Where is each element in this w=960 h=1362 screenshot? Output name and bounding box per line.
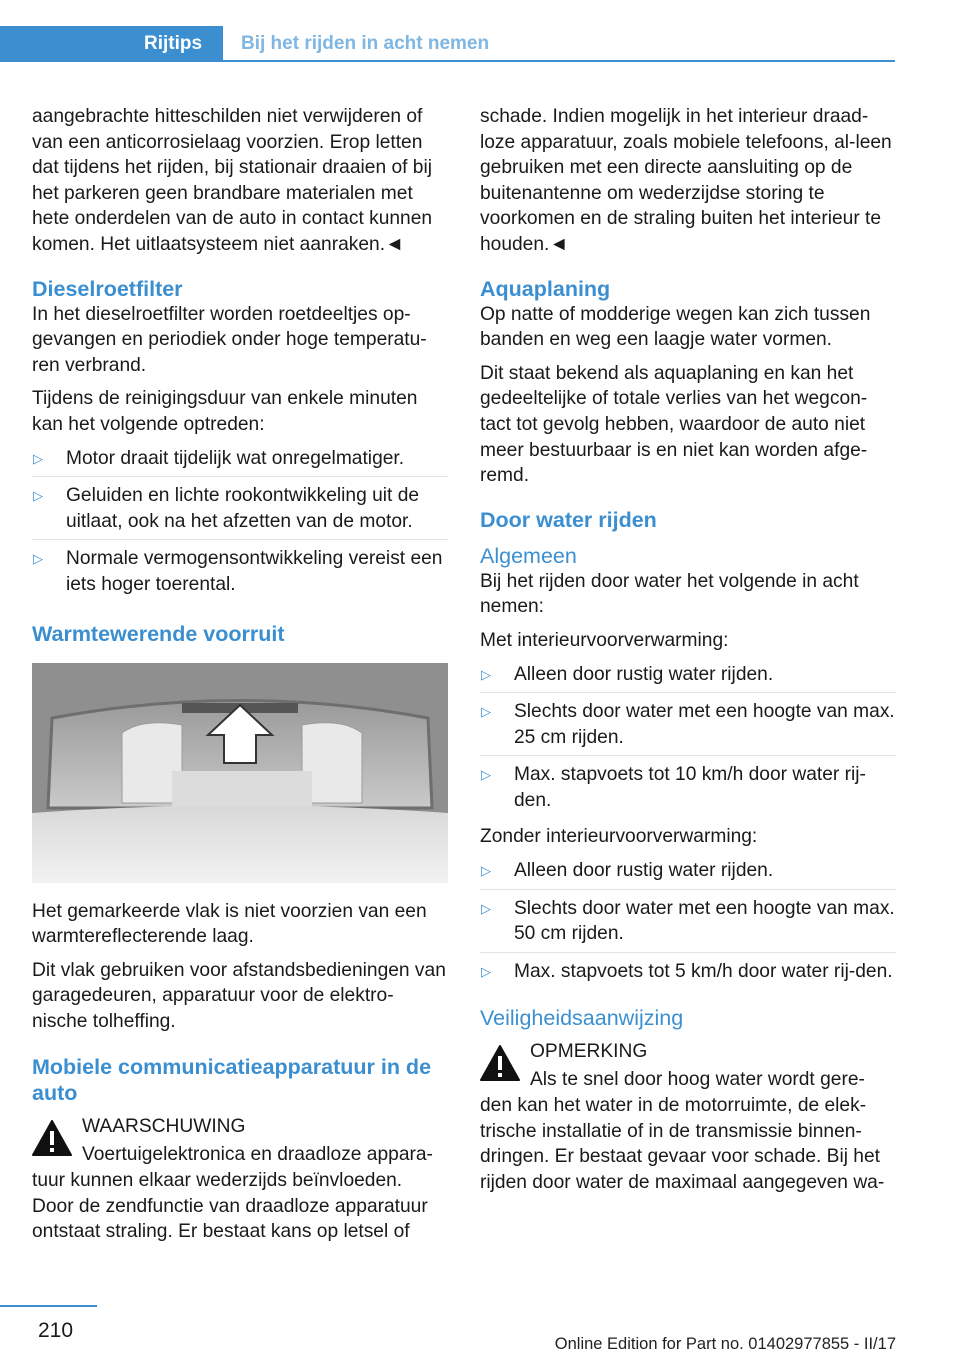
notice-block bbox=[480, 1039, 896, 1085]
triangle-bullet-icon: ▷ bbox=[481, 900, 491, 916]
edition-note: Online Edition for Part no. 01402977855 - II/17 bbox=[554, 1335, 896, 1353]
warning-label: WAARSCHUWING bbox=[82, 1116, 246, 1138]
header-rule bbox=[223, 60, 895, 62]
list-item: ▷ Max. stapvoets tot 10 km/h door water rij‐den. bbox=[481, 764, 866, 811]
without-heating-list bbox=[480, 858, 896, 989]
triangle-bullet-icon: ▷ bbox=[481, 863, 491, 879]
warning-block bbox=[32, 1114, 448, 1160]
aquaplaning-paragraph-1: Op natte of modderige wegen kan zich tussen banden en weg een laagje water vormen. bbox=[480, 303, 871, 351]
list-item: ▷ Geluiden en lichte rookontwikkeling uit de uitlaat, ook na het afzetten van de motor. bbox=[32, 483, 448, 540]
list-item: ▷ Motor draait tijdelijk wat onregelmatiger. bbox=[32, 446, 448, 478]
triangle-bullet-icon: ▷ bbox=[481, 704, 491, 720]
windscreen-photo bbox=[32, 663, 448, 883]
page-header bbox=[0, 0, 960, 62]
header-section-tab: Rijtips bbox=[123, 26, 223, 62]
diesel-paragraph-1: In het dieselroetfilter worden roetdeeltjes op‐gevangen en periodiek onder hoge temperatu‐ren verbrand. bbox=[32, 303, 427, 376]
left-column bbox=[32, 104, 448, 1253]
with-heating-label: Met interieurvoorverwarming: bbox=[480, 629, 729, 651]
without-heating-label: Zonder interieurvoorverwarming: bbox=[480, 826, 758, 848]
right-intro-paragraph: schade. Indien mogelijk in het interieur draad‐loze apparatuur, zoals mobiele telefoons, al‐leen gebruiken met een directe aansluiting op de buitenantenne om wederzijdse storing te voorkomen en de straling buiten het interieur te houden.◄ bbox=[480, 106, 892, 255]
triangle-bullet-icon: ▷ bbox=[33, 488, 43, 504]
triangle-bullet-icon: ▷ bbox=[33, 450, 43, 466]
list-item: ▷ Slechts door water met een hoogte van max. 25 cm rijden. bbox=[480, 699, 896, 756]
triangle-bullet-icon: ▷ bbox=[481, 666, 491, 682]
triangle-bullet-icon: ▷ bbox=[481, 963, 491, 979]
list-item: ▷ Alleen door rustig water rijden. bbox=[480, 662, 896, 694]
header-accent-block bbox=[0, 26, 123, 62]
right-column bbox=[480, 104, 896, 1203]
notice-label: OPMERKING bbox=[530, 1041, 648, 1063]
windscreen-paragraph-2: Dit vlak gebruiken voor afstandsbedieningen van garagedeuren, apparatuur voor de elektro‐nische tolheffing. bbox=[32, 959, 446, 1032]
warning-triangle-icon bbox=[480, 1045, 520, 1081]
general-subheading: Algemeen bbox=[480, 543, 577, 568]
header-chapter-title: Bij het rijden in acht nemen bbox=[241, 33, 490, 54]
warning-text: Voertuigelektronica en draadloze appara‐tuur kunnen elkaar wederzijds beïnvloeden. Door de zendfunctie van draadloze apparatuur ontstaat straling. Er bestaat kans op letsel of bbox=[32, 1144, 433, 1243]
list-item: ▷ Normale vermogensontwikkeling vereist een iets hoger toerental. bbox=[33, 548, 443, 595]
aquaplaning-paragraph-2: Dit staat bekend als aquaplaning en kan het gedeeltelijke of totale verlies van het wegcon‐tact tot gevolg hebben, waardoor de auto niet meer bestuurbaar is en niet kan worden afge‐remd. bbox=[480, 362, 868, 487]
warning-triangle-icon bbox=[32, 1120, 72, 1156]
mobile-devices-heading: Mobiele communicatieapparatuur in de auto bbox=[32, 1055, 432, 1106]
triangle-bullet-icon: ▷ bbox=[481, 767, 491, 783]
list-item: ▷ Max. stapvoets tot 5 km/h door water rij‐den. bbox=[480, 959, 896, 990]
footer-rule bbox=[0, 1305, 97, 1307]
safety-notice-subheading: Veiligheidsaanwijzing bbox=[480, 1006, 684, 1031]
with-heating-list bbox=[480, 662, 896, 819]
water-paragraph-1: Bij het rijden door water het volgende in acht nemen: bbox=[480, 570, 859, 618]
triangle-bullet-icon: ▷ bbox=[33, 551, 43, 567]
diesel-paragraph-2: Tijdens de reinigingsduur van enkele minuten kan het volgende optreden: bbox=[32, 388, 418, 435]
page-number: 210 bbox=[38, 1319, 74, 1342]
list-item: ▷ Alleen door rustig water rijden. bbox=[480, 858, 896, 890]
notice-text: Als te snel door hoog water wordt gere‐den kan het water in de motorruimte, de elek‐trische installatie of in de transmissie binnen‐dringen. Er bestaat gevaar voor schade. Bij het rijden door water de maximaal aangegeven wa- bbox=[480, 1069, 885, 1193]
windscreen-paragraph-1: Het gemarkeerde vlak is niet voorzien van een warmtereflecterende laag. bbox=[32, 900, 427, 948]
left-intro-paragraph: aangebrachte hitteschilden niet verwijderen of van een anticorrosielaag voorzien. Erop letten dat tijdens het rijden, bij stationair draaien of bij het parkeren geen brandbare materialen met hete onderdelen van de auto in contact kunnen komen. Het uitlaatsysteem niet aanraken.◄ bbox=[32, 106, 433, 255]
water-driving-heading: Door water rijden bbox=[480, 507, 657, 532]
list-item: ▷ Slechts door water met een hoogte van max. 50 cm rijden. bbox=[480, 896, 896, 953]
windscreen-heading: Warmtewerende voorruit bbox=[32, 621, 285, 646]
diesel-list bbox=[32, 446, 448, 603]
diesel-filter-heading: Dieselroetfilter bbox=[32, 276, 183, 301]
aquaplaning-heading: Aquaplaning bbox=[480, 276, 611, 301]
